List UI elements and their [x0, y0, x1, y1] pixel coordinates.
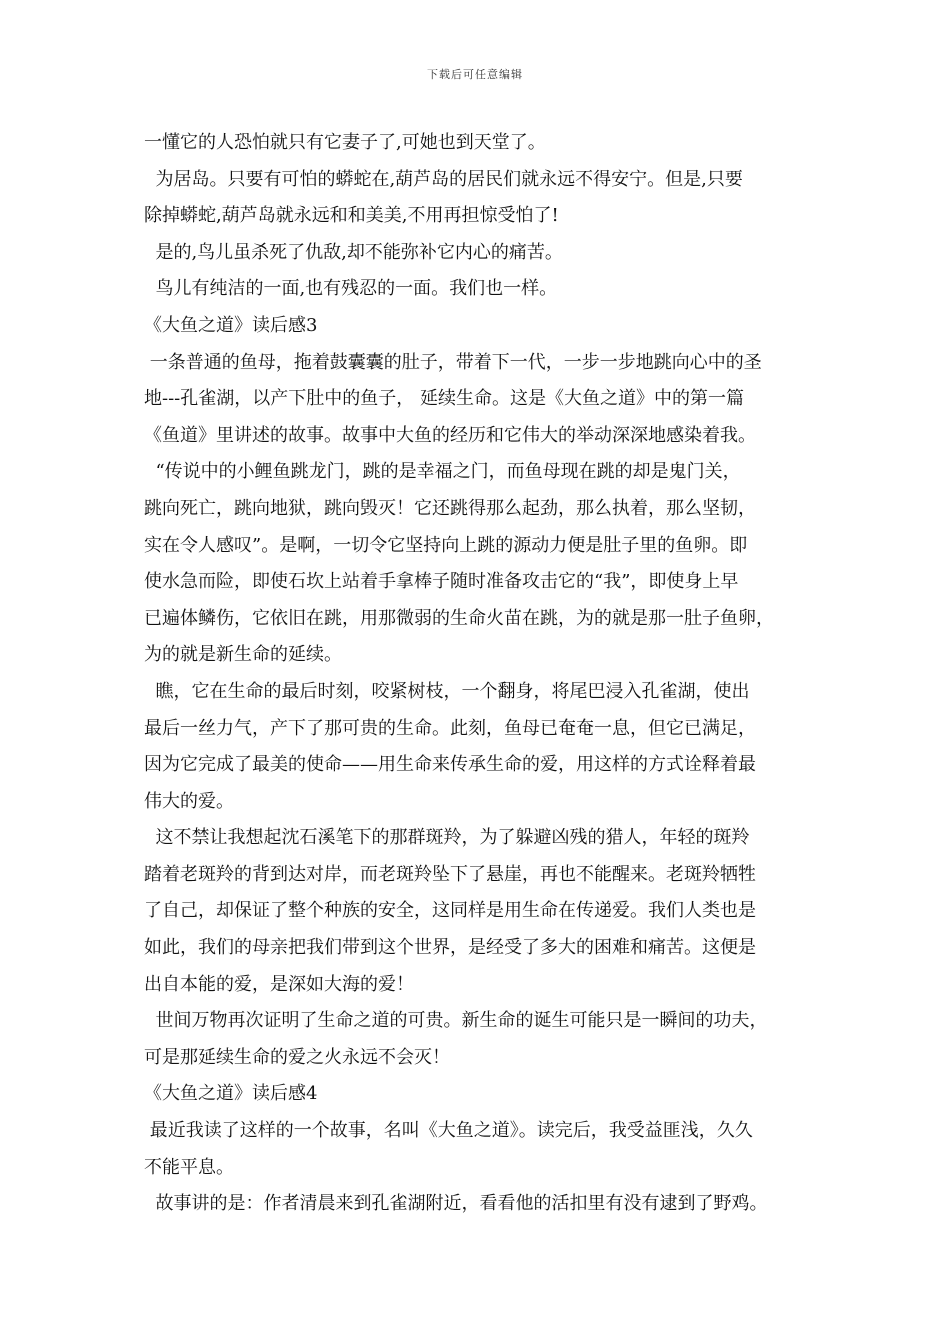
text-line: 不能平息。 [144, 1156, 234, 1178]
text-line: 一懂它的人恐怕就只有它妻子了,可她也到天堂了。 [144, 132, 546, 153]
text-line: 《鱼道》里讲述的故事。故事中大鱼的经历和它伟大的举动深深地感染着我。 [144, 424, 756, 446]
text-line: 已遍体鳞伤，它依旧在跳，用那微弱的生命火苗在跳，为的就是那一肚子鱼卵， [144, 607, 774, 629]
text-line: 世间万物再次证明了生命之道的可贵。新生命的诞生可能只是一瞬间的功夫， [144, 1010, 768, 1032]
text-line: 了自己，却保证了整个种族的安全，这同样是用生命在传递爱。我们人类也是 [144, 900, 756, 922]
text-line: 地---孔雀湖，以产下肚中的鱼子， 延续生命。这是《大鱼之道》中的第一篇 [144, 388, 744, 410]
text-line: 故事讲的是：作者清晨来到孔雀湖附近，看看他的活扣里有没有逮到了野鸡。 [144, 1193, 768, 1215]
text-line: 实在令人感叹”。是啊，一切令它坚持向上跳的源动力便是肚子里的鱼卵。即 [144, 534, 748, 556]
text-line: 瞧，它在生命的最后时刻，咬紧树枝，一个翻身，将尾巴浸入孔雀湖，使出 [144, 680, 750, 702]
section-heading: 《大鱼之道》读后感3 [144, 314, 318, 336]
text-line: 是的,鸟儿虽杀死了仇敌,却不能弥补它内心的痛苦。 [144, 241, 563, 263]
text-line: 为的就是新生命的延续。 [144, 644, 342, 666]
text-line: 伟大的爱。 [144, 790, 234, 812]
text-line: 因为它完成了最美的使命——用生命来传承生命的爱，用这样的方式诠释着最 [144, 754, 756, 776]
text-line: 为居岛。只要有可怕的蟒蛇在,葫芦岛的居民们就永远不得安宁。但是,只要 [144, 168, 743, 190]
text-line: 除掉蟒蛇,葫芦岛就永远和和美美,不用再担惊受怕了! [144, 205, 559, 227]
text-line: 鸟儿有纯洁的一面,也有残忍的一面。我们也一样。 [144, 278, 558, 300]
text-line: 可是那延续生命的爱之火永远不会灭！ [144, 1046, 450, 1068]
text-line: 最近我读了这样的一个故事，名叫《大鱼之道》。读完后，我受益匪浅，久久 [144, 1120, 753, 1142]
text-line: 这不禁让我想起沈石溪笔下的那群斑羚，为了躲避凶残的猎人，年轻的斑羚 [144, 827, 750, 849]
section-heading: 《大鱼之道》读后感4 [144, 1083, 318, 1105]
page-header: 下载后可任意编辑 [427, 68, 523, 81]
text-line: 跳向死亡，跳向地狱，跳向毁灭！它还跳得那么起劲，那么执着，那么坚韧， [144, 497, 756, 519]
document-body [144, 125, 824, 1223]
text-line: 出自本能的爱，是深如大海的爱！ [144, 973, 414, 995]
text-line: 踏着老斑羚的背到达对岸，而老斑羚坠下了悬崖，再也不能醒来。老斑羚牺牲 [144, 863, 756, 885]
text-line: 最后一丝力气，产下了那可贵的生命。此刻，鱼母已奄奄一息，但它已满足， [144, 717, 756, 739]
text-line: 如此，我们的母亲把我们带到这个世界，是经受了多大的困难和痛苦。这便是 [144, 937, 756, 959]
text-line: “传说中的小鲤鱼跳龙门，跳的是幸福之门，而鱼母现在跳的却是鬼门关， [144, 461, 741, 483]
text-line: 使水急而险，即使石坎上站着手拿棒子随时准备攻击它的“我”，即使身上早 [144, 571, 739, 593]
text-line: 一条普通的鱼母，拖着鼓囊囊的肚子，带着下一代，一步一步地跳向心中的圣 [144, 351, 762, 373]
